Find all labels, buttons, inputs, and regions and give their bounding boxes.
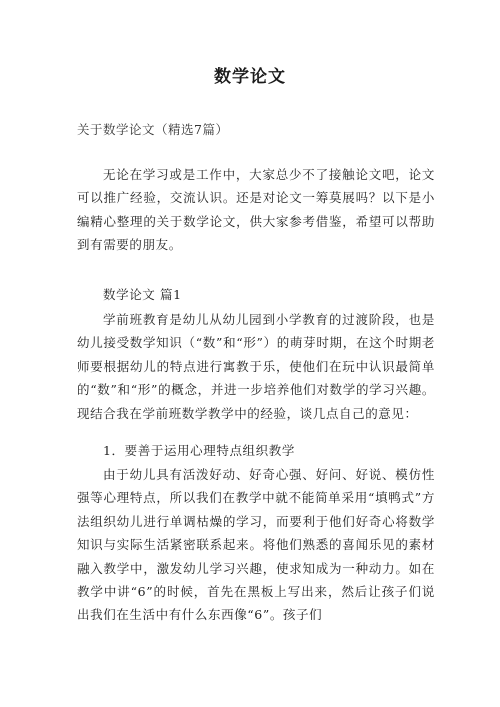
document-subtitle: 关于数学论文（精选7篇）: [77, 122, 229, 137]
body-paragraph: 由于幼儿具有活泼好动、好奇心强、好问、好说、模仿性强等心理特点，所以我们在教学中就不能简单采用“填鸭式”方法组织幼儿进行单调枯燥的学习，而要利于他们好奇心将数学知识与实际生活紧密联系起来。将他们熟悉的喜闻乐见的素材融入教学中，激发幼儿学习兴趣，使求知成为一种动力。如在教学中讲“6”的时候，首先在黑板上写出来，然后让孩子们说出我们在生活中有什么东西像“6”。孩子们: [77, 467, 435, 623]
document-title: 数学论文: [214, 67, 286, 87]
section-point-heading: 1．要善于运用心理特点组织教学: [103, 443, 295, 458]
body-paragraph: 学前班教育是幼儿从幼儿园到小学教育的过渡阶段，也是幼儿接受数学知识（“数”和“形”）的萌芽时期，在这个时期老师要根据幼儿的特点进行寓教于乐，使他们在玩中认识最简单的“数”和“形”的概念，并进一步培养他们对数学的学习兴趣。现结合我在学前班数学教学中的经验，谈几点自己的意见：: [77, 312, 435, 421]
intro-paragraph: 无论在学习或是工作中，大家总少不了接触论文吧，论文可以推广经验，交流认识。还是对论文一筹莫展吗？以下是小编精心整理的关于数学论文，供大家参考借鉴，希望可以帮助到有需要的朋友。: [77, 167, 435, 253]
article-heading: 数学论文 篇1: [103, 287, 182, 302]
